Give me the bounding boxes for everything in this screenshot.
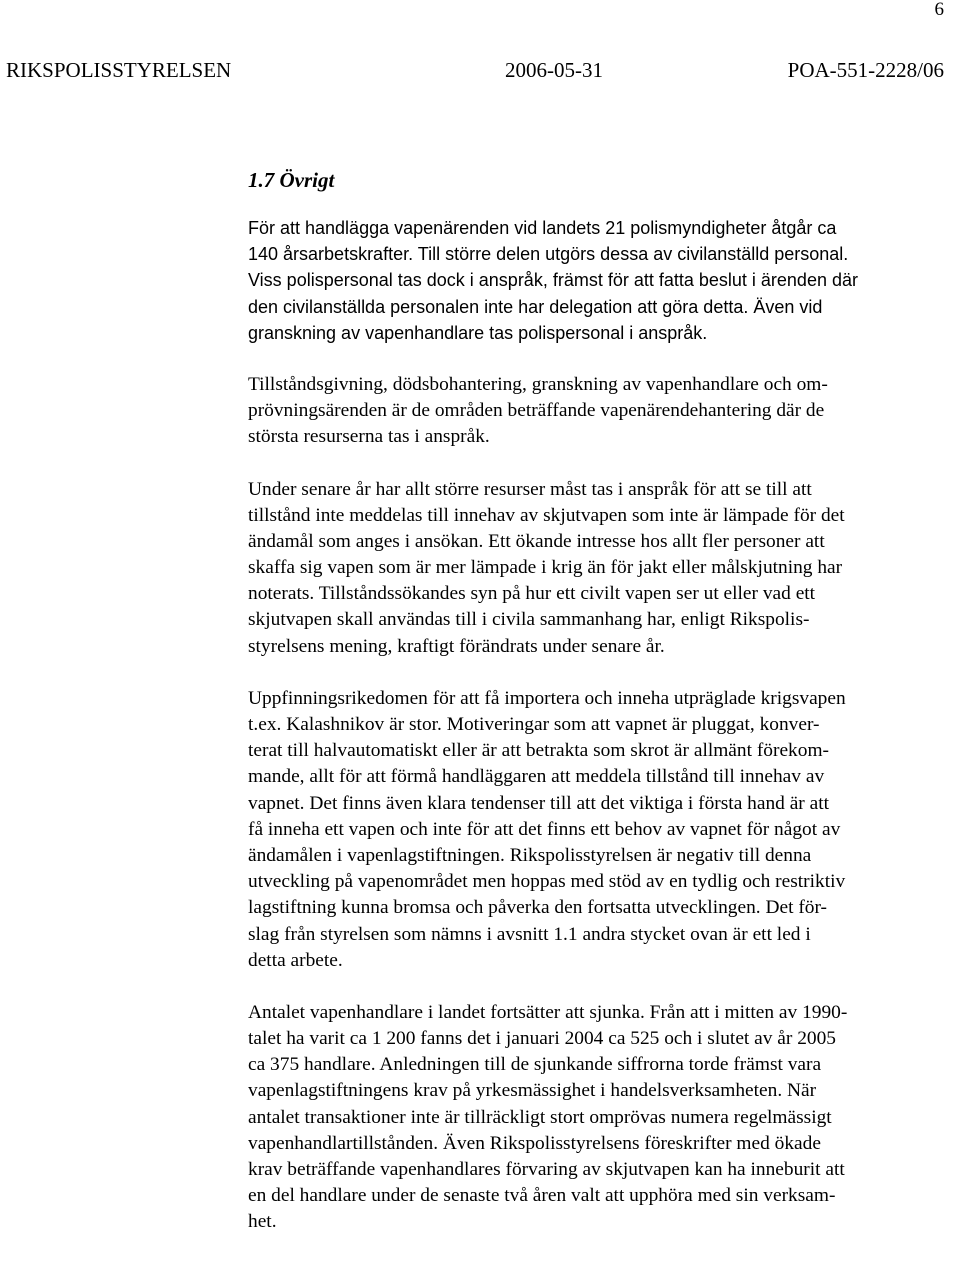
paragraph <box>248 686 943 974</box>
paragraph-line: talet ha varit ca 1 200 fanns det i januari 2004 ca 525 och i slutet av år 2005 <box>248 1028 836 1050</box>
paragraph-line: få inneha ett vapen och inte för att det finns ett behov av vapnet för något av <box>248 818 841 840</box>
paragraph-line: Under senare år har allt större resurser måst tas i anspråk för att se till att <box>248 478 812 500</box>
paragraph <box>248 372 943 451</box>
paragraph-line: het. <box>248 1211 277 1233</box>
paragraph-line: Tillståndsgivning, dödsbohantering, granskning av vapenhandlare och om- <box>248 373 828 395</box>
paragraph-line: ändamålen i vapenlagstiftningen. Rikspolisstyrelsen är negativ till denna <box>248 844 812 866</box>
paragraph-line: styrelsens mening, kraftigt förändrats under senare år. <box>248 635 665 657</box>
paragraph <box>248 477 943 660</box>
paragraph-line: mande, allt för att förmå handläggaren att meddela tillstånd till innehav av <box>248 766 825 788</box>
document-header <box>6 58 944 82</box>
paragraph-line: t.ex. Kalashnikov är stor. Motiveringar som att vapnet är pluggat, konver- <box>248 714 820 735</box>
paragraph-line: granskning av vapenhandlare tas polispersonal i anspråk. <box>248 322 708 343</box>
page-number: 6 <box>934 0 944 20</box>
header-reference: POA-551-2228/06 <box>787 58 944 82</box>
paragraph-line: Viss polispersonal tas dock i anspråk, främst för att fatta beslut i ärenden där <box>248 270 858 291</box>
paragraph-line: vapenlagstiftningens krav på yrkesmässighet i handelsverksamheten. När <box>248 1080 817 1102</box>
paragraph-line: skjutvapen skall användas till i civila sammanhang har, enligt Rikspolis- <box>248 609 810 631</box>
paragraph <box>248 1000 943 1236</box>
paragraph-line: ändamål som anges i ansökan. Ett ökande intresse hos allt fler personer att <box>248 530 825 552</box>
paragraph-line: detta arbete. <box>248 949 343 971</box>
header-date: 2006-05-31 <box>505 58 603 82</box>
paragraph-line: 140 årsarbetskrafter. Till större delen utgörs dessa av civilanställd personal. <box>248 244 849 265</box>
paragraph <box>248 215 943 346</box>
paragraph-line: slag från styrelsen som nämns i avsnitt 1.1 andra stycket ovan är ett led i <box>248 923 811 945</box>
paragraph-line: vapenhandlartillstånden. Även Rikspolisstyrelsens föreskrifter med ökade <box>248 1132 821 1154</box>
paragraph-line: krav beträffande vapenhandlares förvaring av skjutvapen kan ha inneburit att <box>248 1159 845 1180</box>
paragraph-line: ca 375 handlare. Anledningen till de sjunkande siffrorna torde främst vara <box>248 1054 822 1076</box>
paragraph-line: prövningsärenden är de områden beträffande vapenärendehantering där de <box>248 400 825 422</box>
paragraph-line: den civilanställda personalen inte har delegation att göra detta. Även vid <box>248 296 823 317</box>
paragraph-line: största resurserna tas i anspråk. <box>248 426 490 448</box>
paragraph-line: skaffa sig vapen som är mer lämpade i krig än för jakt eller målskjutning har <box>248 557 843 579</box>
paragraph-line: antalet transaktioner inte är tillräckligt stort omprövas numera regelmässigt <box>248 1106 832 1128</box>
paragraph-line: noterats. Tillståndssökandes syn på hur ett civilt vapen ser ut eller vad ett <box>248 583 816 605</box>
paragraph-line: För att handlägga vapenärenden vid landets 21 polismyndigheter åtgår ca <box>248 218 837 238</box>
paragraph-line: terat till halvautomatiskt eller är att betrakta som skrot är allmänt förekom- <box>248 740 829 762</box>
paragraph-line: Antalet vapenhandlare i landet fortsätter att sjunka. Från att i mitten av 1990- <box>248 1001 848 1023</box>
document-body <box>248 166 943 1262</box>
header-organization: RIKSPOLISSTYRELSEN <box>6 58 232 82</box>
paragraph-line: utveckling på vapenområdet men hoppas med stöd av en tydlig och restriktiv <box>248 871 846 893</box>
paragraph-line: Uppfinningsrikedomen för att få importera och inneha utpräglade krigsvapen <box>248 687 846 709</box>
paragraph-line: vapnet. Det finns även klara tendenser till att det viktiga i första hand är att <box>248 792 829 814</box>
paragraph-line: lagstiftning kunna bromsa och påverka den fortsatta utvecklingen. Det för- <box>248 897 827 919</box>
section-title: 1.7 Övrigt <box>248 168 335 192</box>
paragraph-line: tillstånd inte meddelas till innehav av skjutvapen som inte är lämpade för det <box>248 504 845 526</box>
paragraph-line: en del handlare under de senaste två åren valt att upphöra med sin verksam- <box>248 1185 836 1207</box>
